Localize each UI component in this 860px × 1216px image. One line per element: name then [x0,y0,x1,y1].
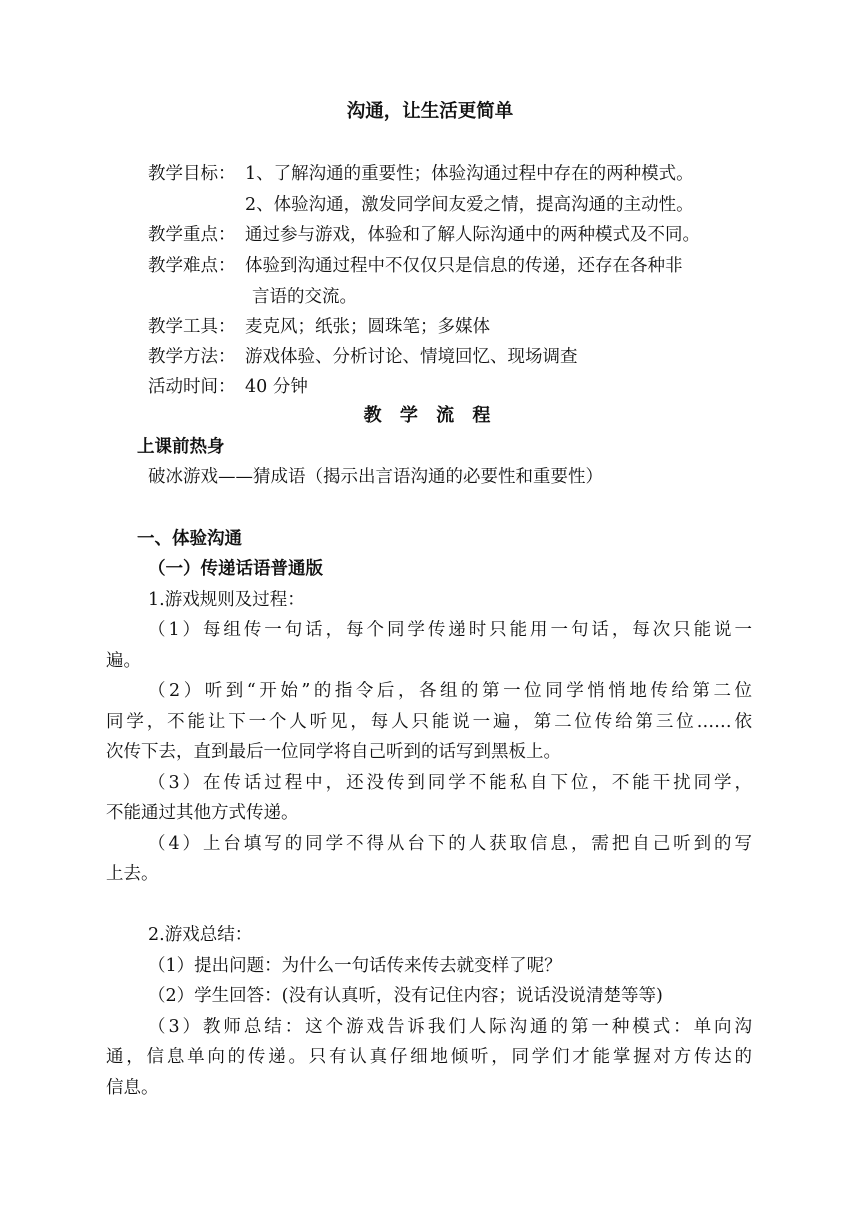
rule2-line-2: 同学，不能让下一个人听见，每人只能说一遍，第二位传给第三位……依 [106,712,752,732]
section1-heading: 一、体验沟通 [137,529,242,549]
summary-item-3-line-3: 信息。 [106,1078,159,1098]
focus-text: 通过参与游戏，体验和了解人际沟通中的两种模式及不同。 [245,225,700,245]
goal-item-1: 1、了解沟通的重要性；体验沟通过程中存在的两种模式。 [245,164,694,184]
rule1-line-2: 遍。 [106,651,141,671]
rules-heading: 1.游戏规则及过程： [148,590,305,610]
rule3-line-1: （3）在传话过程中，还没传到同学不能私自下位，不能干扰同学， [148,773,752,793]
warmup-heading: 上课前热身 [137,437,225,457]
summary-item-1: （1）提出问题：为什么一句话传来传去就变样了呢？ [148,956,562,976]
summary-item-2: （2）学生回答：(没有认真听，没有记住内容；说话没说清楚等等) [148,986,663,1006]
flow-heading: 教 学 流 程 [363,405,497,426]
focus-label: 教学重点： [148,225,236,245]
difficulty-text-2: 言语的交流。 [252,287,357,307]
rule2-line-3: 次传下去，直到最后一位同学将自己听到的话写到黑板上。 [106,742,561,762]
methods-label: 教学方法： [148,347,236,367]
time-text: 40 分钟 [245,377,308,397]
methods-text: 游戏体验、分析讨论、情境回忆、现场调查 [245,347,578,367]
summary-item-3-line-2: 通，信息单向的传递。只有认真仔细地倾听，同学们才能掌握对方传达的 [106,1047,752,1067]
rule1-line-1: （1）每组传一句话，每个同学传递时只能用一句话，每次只能说一 [148,620,752,640]
difficulty-label: 教学难点： [148,256,236,276]
summary-heading: 2.游戏总结： [148,925,253,945]
section1-subheading: （一）传递话语普通版 [148,559,323,579]
goal-item-2: 2、体验沟通，激发同学间友爱之情，提高沟通的主动性。 [245,195,694,215]
tools-text: 麦克风；纸张；圆珠笔；多媒体 [245,317,490,337]
tools-label: 教学工具： [148,317,236,337]
warmup-text: 破冰游戏——猜成语（揭示出言语沟通的必要性和重要性） [148,467,603,487]
rule3-line-2: 不能通过其他方式传递。 [106,803,299,823]
document-title: 沟通，让生活更简单 [346,101,514,122]
time-label: 活动时间： [148,377,236,397]
difficulty-text-1: 体验到沟通过程中不仅仅只是信息的传递，还存在各种非 [245,256,683,276]
goal-label: 教学目标： [148,164,236,184]
rule2-line-1: （2）听到“开始”的指令后，各组的第一位同学悄悄地传给第二位 [148,681,752,701]
rule4-line-2: 上去。 [106,864,159,884]
summary-item-3-line-1: （3）教师总结：这个游戏告诉我们人际沟通的第一种模式：单向沟 [148,1017,752,1037]
rule4-line-1: （4）上台填写的同学不得从台下的人获取信息，需把自己听到的写 [148,834,752,854]
